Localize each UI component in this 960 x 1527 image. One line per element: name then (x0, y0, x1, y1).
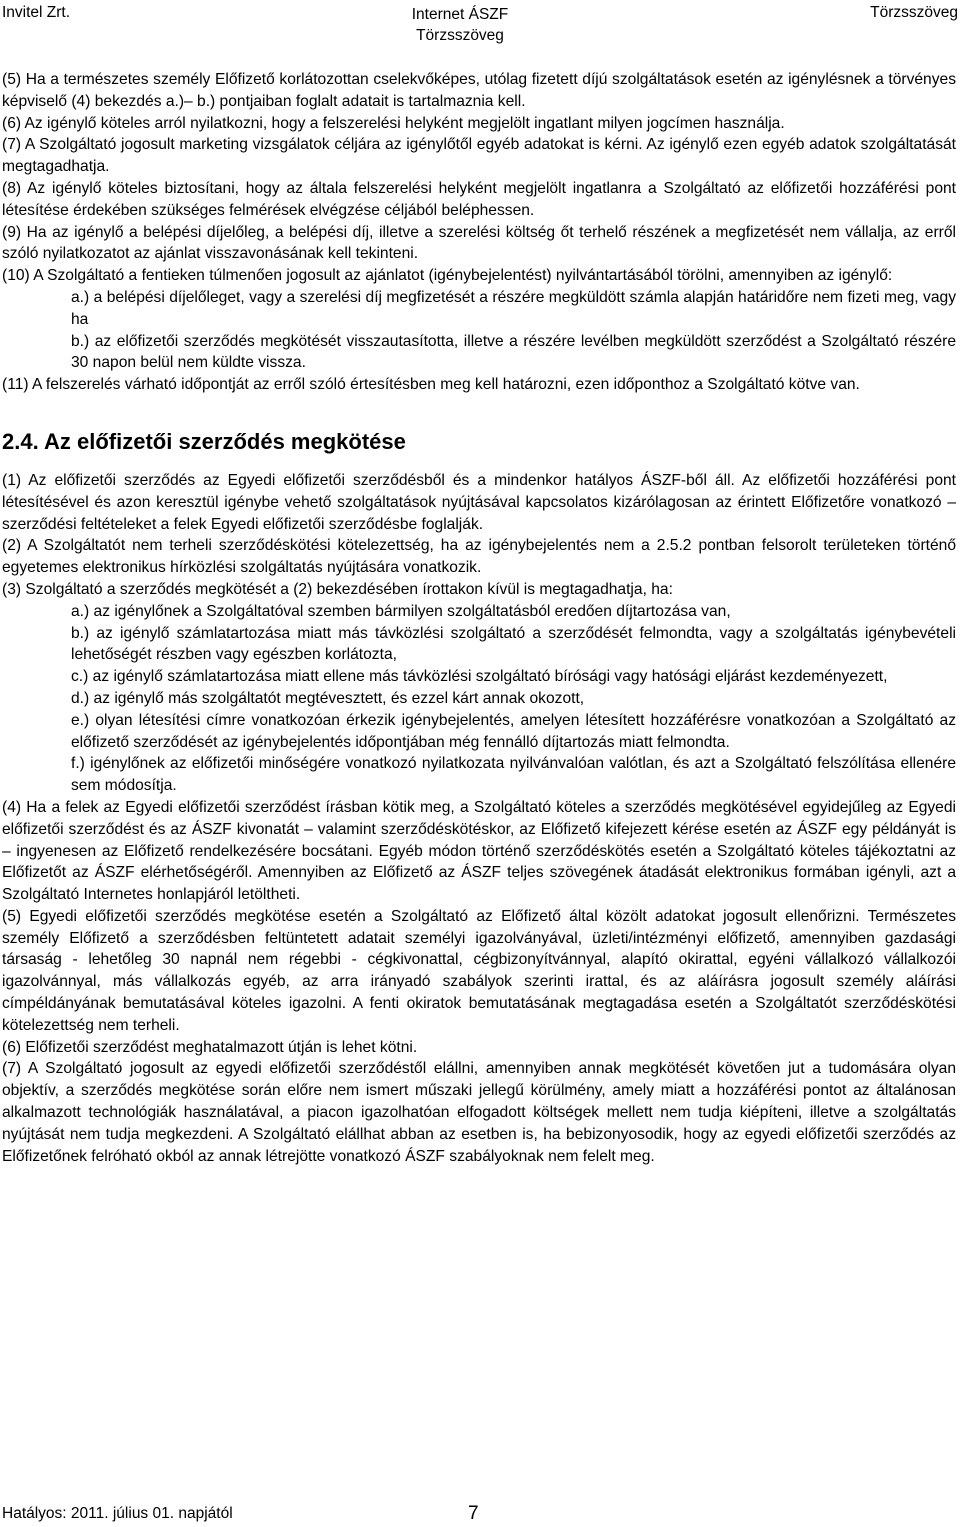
paragraph-2-4-6: (6) Előfizetői szerződést meghatalmazott útján is lehet kötni. (2, 1038, 418, 1056)
paragraph-2-4-3-d: d.) az igénylő más szolgáltatót megtévesztett, és ezzel kárt annak okozott, (71, 689, 585, 707)
footer-validity-date: Hatályos: 2011. július 01. napjától (2, 1505, 233, 1522)
paragraph-2-4-3-f: f.) igénylőnek az előfizetői minőségére vonatkozó nyilatkozata nyilvánvalóan valótlan, és azt a Szolgáltató felszólítása ellenére sem módosítja. (71, 755, 956, 795)
paragraph-2-4-5: (5) Egyedi előfizetői szerződés megkötése esetén a Szolgáltató az Előfizető által közölt adatokat jogosult ellenőrizni. Természetes személy Előfizető a szerződésben feltüntetett adatait személyi igazolványával, üzleti/intézményi előfizető, amennyiben gazdasági társaság - lehetőleg 30 napnál nem régebbi - cégkivonattal, cégbizonyítvánnyal, alapító okirattal, egyéni vállalkozó vállalkozói igazolvánnyal, más vállalkozás egyéb, az arra irányadó szabályok szerinti irattal, és az aláírásra jogosult személy aláírási címpéldányának bemutatásával köteles igazolni. A fenti okiratok bemutatásának megtagadása esetén a Szolgáltatót szerződéskötési kötelezettség nem terheli. (2, 907, 956, 1034)
paragraph-2-4-7: (7) A Szolgáltató jogosult az egyedi előfizetői szerződéstől elállni, amennyiben annak megkötését követően jut a tudomására olyan objektív, a szerződés megkötése során előre nem ismert műszaki jellegű körülmény, amely miatt a hozzáférési pontot az általánosan alkalmazott technológiák használatával, a piacon igazolhatóan elfogadott költségek mellett nem tudja kiépíteni, illetve a szolgáltatás nyújtását nem tudja megkezdeni. A Szolgáltató elállhat abban az esetben is, ha bebizonyosodik, hogy az egyedi előfizetői szerződés az Előfizetőnek felróható okból az annak létrejötte vonatkozó ÁSZF szabályoknak nem felelt meg. (2, 1060, 956, 1165)
header-title-line1: Internet ÁSZF (411, 6, 509, 23)
paragraph-2-4-3-c: c.) az igénylő számlatartozása miatt ellene más távközlési szolgáltató bírósági vagy hatósági eljárást kezdeményezett, (71, 668, 888, 686)
header-title-line2: Törzsszöveg (416, 27, 504, 44)
paragraph-2-4-3-b: b.) az igénylő számlatartozása miatt más távközlési szolgáltató a szerződését felmondta, vagy a szolgáltatás igénybevételi lehetőségét részben vagy egészben korlátozta, (71, 624, 956, 664)
paragraph-2-3-10: (10) A Szolgáltató a fentieken túlmenően jogosult az ajánlatot (igénybejelentést) nyilvántartásából törölni, amennyiben az igénylő: (2, 267, 893, 285)
page-header (0, 0, 960, 50)
paragraph-2-3-11: (11) A felszerelés várható időpontját az erről szóló értesítésben meg kell határozni, ezen időponthoz a Szolgáltató kötve van. (2, 376, 860, 394)
paragraph-2-4-3: (3) Szolgáltató a szerződés megkötését a (2) bekezdésében írottakon kívül is megtagadhatja, ha: (2, 580, 673, 598)
paragraph-2-4-4: (4) Ha a felek az Egyedi előfizetői szerződést írásban kötik meg, a Szolgáltató köteles a szerződés megkötésével egyidejűleg az Egyedi előfizetői szerződést és az ÁSZF kivonatát – valamint szerződéskötéskor, az Előfizető kifejezett kérése esetén az ÁSZF egy példányát is – ingyenesen az Előfizető rendelkezésére bocsátani. Egyéb módon történő szerződéskötés esetén a Szolgáltató köteles tájékoztatni az Előfizetőt az ÁSZF elérhetőségéről. Amennyiben az Előfizető az ÁSZF teljes szövegének átadását elektronikus formában igényli, azt a Szolgáltató Internetes honlapjáról letöltheti. (2, 798, 956, 904)
header-company: Invitel Zrt. (2, 4, 71, 21)
document-body (2, 69, 956, 1167)
paragraph-2-4-3-a: a.) az igénylőnek a Szolgáltatóval szemben bármilyen szolgáltatásból eredően díjtartozása van, (71, 602, 731, 620)
paragraph-2-3-6: (6) Az igénylő köteles arról nyilatkozni, hogy a felszerelési helyként megjelölt ingatlant milyen jogcímen használja. (2, 114, 785, 132)
paragraph-2-4-2: (2) A Szolgáltatót nem terheli szerződéskötési kötelezettség, ha az igénybejelentés nem a 2.5.2 pontban felsorolt területeken történő egyetemes elektronikus hírközlési szolgáltatás nyújtására vonatkozik. (2, 537, 956, 577)
header-document-title (405, 4, 515, 46)
page-footer (0, 1505, 960, 1527)
paragraph-2-3-9: (9) Ha az igénylő a belépési díjelőleg, a belépési díj, illetve a szerelési költség őt terhelő részének a megfizetését nem vállalja, az erről szóló nyilatkozatot az ajánlat visszavonásának kell tekinteni. (2, 223, 956, 263)
paragraph-2-3-8: (8) Az igénylő köteles biztosítani, hogy az általa felszerelési helyként megjelölt ingatlanra a Szolgáltató az előfizetői hozzáférési pont létesítése érdekében szükséges felmérések elvégzése céljából beléphessen. (2, 179, 956, 219)
paragraph-2-3-10-b: b.) az előfizetői szerződés megkötését visszautasította, illetve a részére levélben megküldött szerződést a Szolgáltató részére 30 napon belül nem küldte vissza. (71, 332, 956, 372)
paragraph-2-4-3-e: e.) olyan létesítési címre vonatkozóan érkezik igénybejelentés, amelyen létesített hozzáférésre vonatkozóan a Szolgáltató az előfizető szerződését az igénybejelentés időpontjában még fennálló díjtartozás miatt felmondta. (71, 711, 956, 751)
header-section-label: Törzsszöveg (870, 4, 958, 21)
page-number: 7 (468, 1503, 479, 1524)
paragraph-2-3-10-a: a.) a belépési díjelőleget, vagy a szerelési díj megfizetését a részére megküldött számla alapján határidőre nem fizeti meg, vagy ha (71, 288, 956, 328)
paragraph-2-3-7: (7) A Szolgáltató jogosult marketing vizsgálatok céljára az igénylőtől egyéb adatokat is kérni. Az igénylő ezen egyéb adatok szolgáltatását megtagadhatja. (2, 136, 956, 176)
section-heading-2-4: 2.4. Az előfizetői szerződés megkötése (2, 428, 406, 454)
paragraph-2-3-5: (5) Ha a természetes személy Előfizető korlátozottan cselekvőképes, utólag fizetett díjú szolgáltatások esetén az igénylésnek a törvényes képviselő (4) bekezdés a.)– b.) pontjaiban foglalt adatait is tartalmaznia kell. (2, 71, 956, 110)
paragraph-2-4-1: (1) Az előfizetői szerződés az Egyedi előfizetői szerződésből és a mindenkor hatályos ÁSZF-ből áll. Az előfizetői hozzáférési pont létesítésével és azon keresztül igénybe vehető szolgáltatások nyújtásával kapcsolatos kizárólagosan az érintett Előfizetőre vonatkozó – szerződési feltételeket a felek Egyedi előfizetői szerződésbe foglalják. (2, 471, 956, 533)
